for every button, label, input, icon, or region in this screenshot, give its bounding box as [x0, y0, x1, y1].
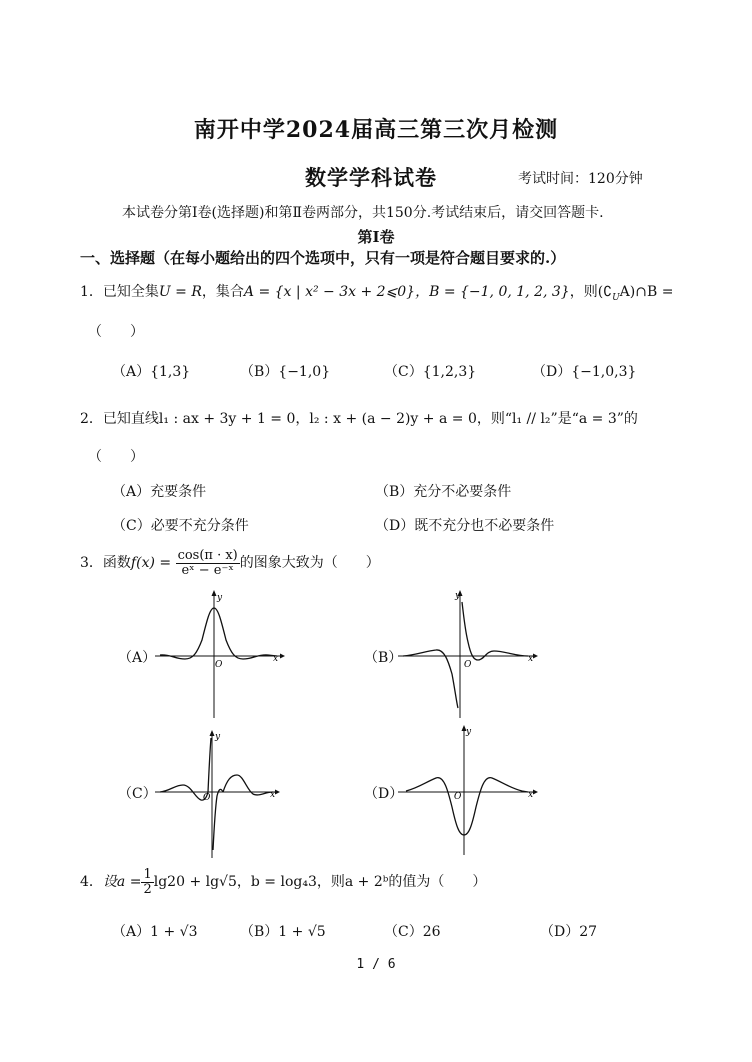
answer-blank: （ ） — [88, 449, 144, 465]
function-curve-left — [403, 650, 458, 708]
option-d: （D）既不充分也不必要条件 — [375, 518, 555, 534]
question-number: 1． — [80, 284, 103, 300]
function-curve-left-rise — [208, 738, 211, 792]
question-text: A)∩B = — [619, 284, 674, 300]
y-label: y — [215, 732, 221, 742]
fraction — [176, 549, 240, 577]
question-number: 2． — [80, 411, 103, 427]
function-curve-right-rise — [213, 789, 223, 850]
question-text: 的图象大致为（ ） — [239, 555, 380, 572]
question-text: 已知全集 — [102, 284, 159, 300]
question-number: 4． — [80, 874, 103, 891]
function-curve — [406, 778, 528, 835]
x-label: x — [273, 654, 279, 664]
fraction-denominator: eˣ − e⁻ˣ — [181, 562, 234, 578]
exam-time: 考试时间：120分钟 — [518, 171, 643, 187]
option-c: （C）{1,2,3} — [384, 364, 477, 380]
graph-d-label: （D） — [364, 786, 404, 802]
exam-title: 南开中学2024届高三第三次月检测 — [193, 117, 559, 143]
answer-blank: （ ） — [88, 324, 144, 340]
x-label: x — [528, 654, 534, 664]
option-d: （D）{−1,0,3} — [532, 364, 637, 380]
fraction-numerator: cos(π · x) — [177, 548, 238, 563]
x-label: x — [528, 790, 534, 800]
question-text: lg20 + lg√5，b = log₄3，则a + 2ᵇ的值为（ ） — [153, 874, 487, 891]
x-axis-arrow — [533, 654, 538, 659]
x-axis-arrow — [275, 790, 280, 795]
function-curve-right — [462, 602, 528, 660]
y-label: y — [217, 593, 223, 603]
question-1: 1．已知全集U = R，集合A = {x | x² − 3x + 2⩽0}，B = {−1, 0, 1, 2, 3}，则$(∁_UA)\cap B$ = — [80, 284, 674, 303]
question-3 — [80, 549, 380, 577]
y-label: y — [455, 591, 461, 601]
question-text: ，集合 — [201, 284, 244, 300]
graph-b — [398, 590, 538, 720]
fraction — [141, 868, 153, 896]
subject-title: 数学学科试卷 — [305, 165, 437, 190]
page-number: 1 / 6 — [356, 957, 396, 972]
option-a: （A）1 + √3 — [112, 924, 198, 940]
graph-d — [398, 725, 538, 857]
graph-c-label: （C） — [118, 786, 157, 802]
x-axis-arrow — [280, 654, 285, 659]
x-axis-arrow — [533, 790, 538, 795]
math-expression: f(x) = — [130, 555, 172, 572]
question-text: ，则(∁ — [569, 284, 613, 300]
option-b: （B）1 + √5 — [240, 924, 326, 940]
option-b: （B）{−1,0} — [240, 364, 331, 380]
option-c: （C）26 — [384, 924, 441, 940]
math-expression: 设a = — [102, 874, 142, 891]
origin-label: O — [203, 793, 211, 803]
option-a: （A）充要条件 — [112, 484, 207, 500]
graph-b-label: （B） — [364, 650, 403, 666]
question-4 — [80, 868, 486, 896]
function-curve-left-wave — [160, 785, 208, 800]
question-2 — [80, 408, 638, 428]
volume-heading: 第Ⅰ卷 — [357, 228, 395, 246]
y-label: y — [466, 727, 472, 737]
question-text: 已知直线l₁ : ax + 3y + 1 = 0，l₂ : x + (a − 2)y + a = 0，则“l₁ // l₂”是“a = 3”的 — [102, 411, 638, 427]
math-expression: U = R — [158, 284, 202, 300]
y-axis-arrow — [212, 590, 217, 596]
option-d: （D）27 — [540, 924, 598, 940]
option-c: （C）必要不充分条件 — [112, 518, 249, 534]
section-heading: 一、选择题（在每小题给出的四个选项中，只有一项是符合题目要求的.） — [80, 249, 566, 267]
question-text: 函数 — [102, 555, 131, 572]
y-axis-arrow — [210, 730, 215, 736]
exam-intro: 本试卷分第Ⅰ卷(选择题)和第Ⅱ卷两部分，共150分.考试结束后，请交回答题卡. — [122, 205, 604, 221]
option-a: （A）{1,3} — [112, 364, 191, 380]
origin-label: O — [215, 660, 223, 670]
graph-a — [155, 590, 285, 720]
math-expression: ，B = {−1, 0, 1, 2, 3} — [415, 284, 570, 300]
graph-c — [155, 730, 285, 860]
question-number: 3． — [80, 555, 103, 572]
x-label: x — [270, 790, 276, 800]
origin-label: O — [464, 660, 472, 670]
function-curve — [160, 608, 277, 659]
origin-label: O — [454, 792, 462, 802]
math-expression: A = {x | x² − 3x + 2⩽0} — [243, 284, 416, 300]
option-b: （B）充分不必要条件 — [375, 484, 512, 500]
fraction-denominator: 2 — [143, 881, 152, 897]
fraction-numerator: 1 — [143, 867, 152, 882]
graph-a-label: （A） — [118, 650, 157, 666]
